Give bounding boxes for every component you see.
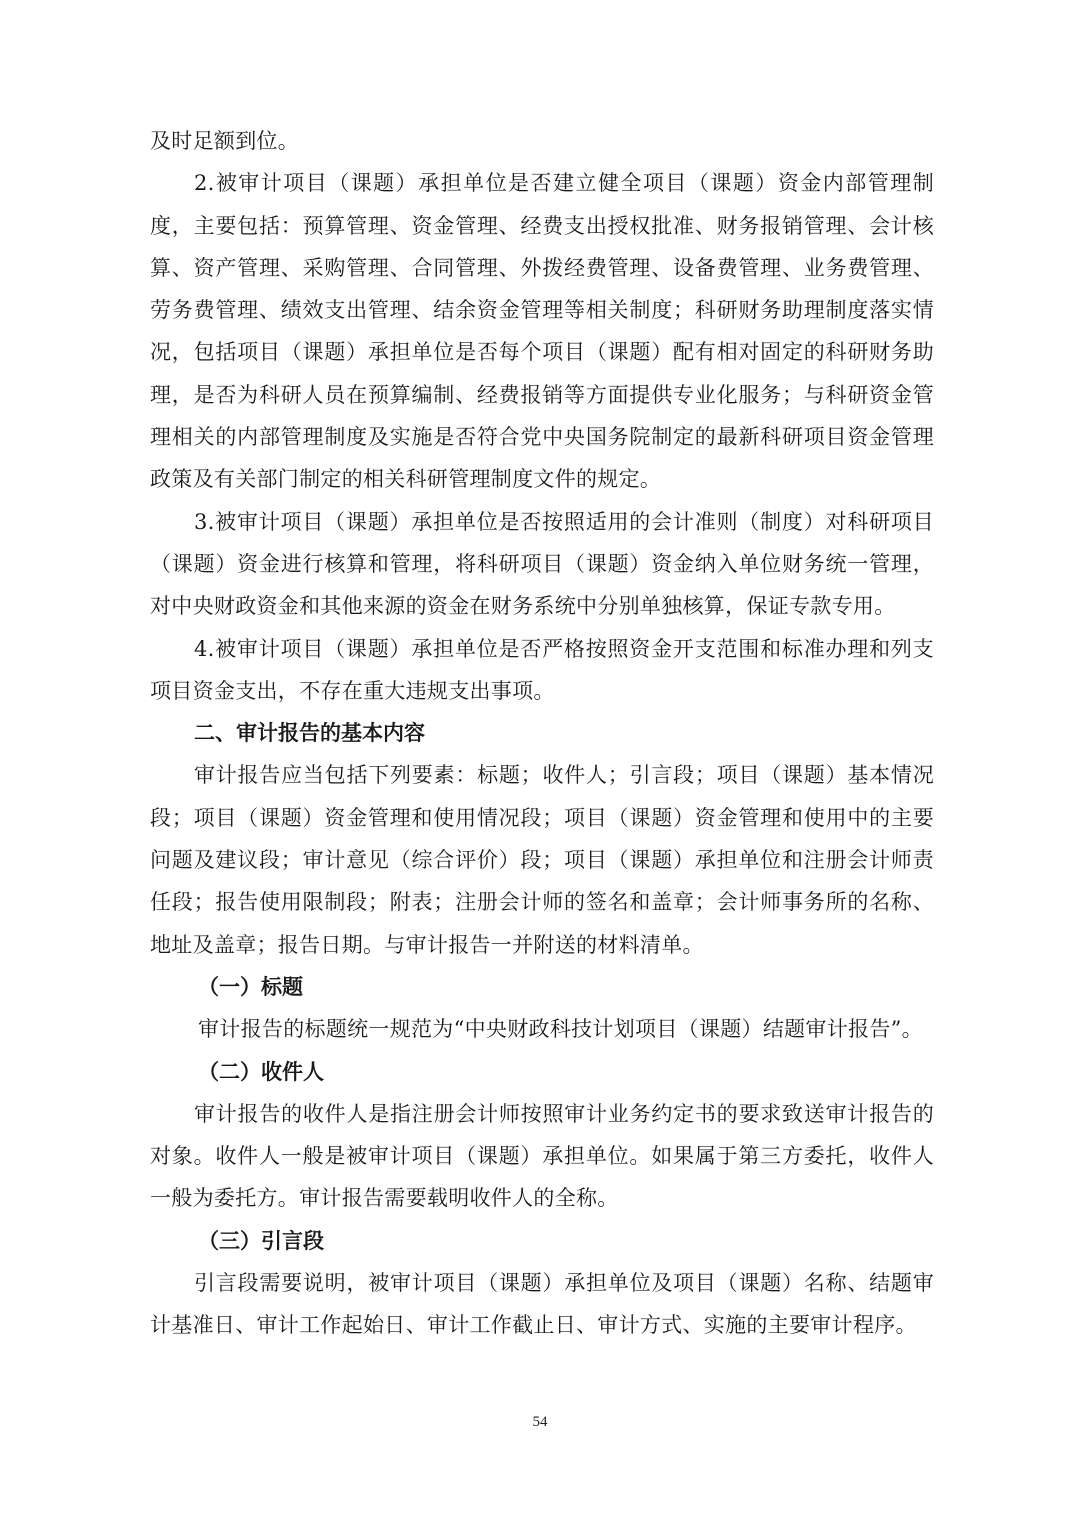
- paragraph-item-3: 3.被审计项目（课题）承担单位是否按照适用的会计准则（制度）对科研项目（课题）资金进行核算和管理，将科研项目（课题）资金纳入单位财务统一管理，对中央财政资金和其他来源的资金在财务系统中分别单独核算，保证专款专用。: [150, 509, 934, 619]
- subsection-heading-recipient: （二）收件人: [198, 1059, 324, 1084]
- subsection-heading-intro: （三）引言段: [198, 1228, 324, 1253]
- paragraph-recipient: 审计报告的收件人是指注册会计师按照审计业务约定书的要求致送审计报告的对象。收件人一般是被审计项目（课题）承担单位。如果属于第三方委托，收件人一般为委托方。审计报告需要载明收件人的全称。: [150, 1101, 934, 1211]
- page-body: [150, 120, 934, 1347]
- paragraph-report-elements: 审计报告应当包括下列要素：标题；收件人；引言段；项目（课题）基本情况段；项目（课题）资金管理和使用情况段；项目（课题）资金管理和使用中的主要问题及建议段；审计意见（综合评价）段；项目（课题）承担单位和注册会计师责任段；报告使用限制段；附表；注册会计师的签名和盖章；会计师事务所的名称、地址及盖章；报告日期。与审计报告一并附送的材料清单。: [150, 763, 934, 957]
- paragraph-item-4: 4.被审计项目（课题）承担单位是否严格按照资金开支范围和标准办理和列支项目资金支出，不存在重大违规支出事项。: [150, 636, 934, 703]
- paragraph-continuation: 及时足额到位。: [150, 129, 300, 153]
- subsection-heading-title: （一）标题: [198, 974, 303, 999]
- section-heading: 二、审计报告的基本内容: [194, 721, 425, 746]
- paragraph-title-rule: 审计报告的标题统一规范为“中央财政科技计划项目（课题）结题审计报告”。: [198, 1017, 923, 1042]
- page-number: 54: [532, 1414, 548, 1430]
- paragraph-item-2: 2.被审计项目（课题）承担单位是否建立健全项目（课题）资金内部管理制度，主要包括：预算管理、资金管理、经费支出授权批准、财务报销管理、会计核算、资产管理、采购管理、合同管理、外拨经费管理、设备费管理、业务费管理、劳务费管理、绩效支出管理、结余资金管理等相关制度；科研财务助理制度落实情况，包括项目（课题）承担单位是否每个项目（课题）配有相对固定的科研财务助理，是否为科研人员在预算编制、经费报销等方面提供专业化服务；与科研资金管理相关的内部管理制度及实施是否符合党中央国务院制定的最新科研项目资金管理政策及有关部门制定的相关科研管理制度文件的规定。: [150, 171, 934, 492]
- paragraph-intro: 引言段需要说明，被审计项目（课题）承担单位及项目（课题）名称、结题审计基准日、审计工作起始日、审计工作截止日、审计方式、实施的主要审计程序。: [150, 1271, 934, 1338]
